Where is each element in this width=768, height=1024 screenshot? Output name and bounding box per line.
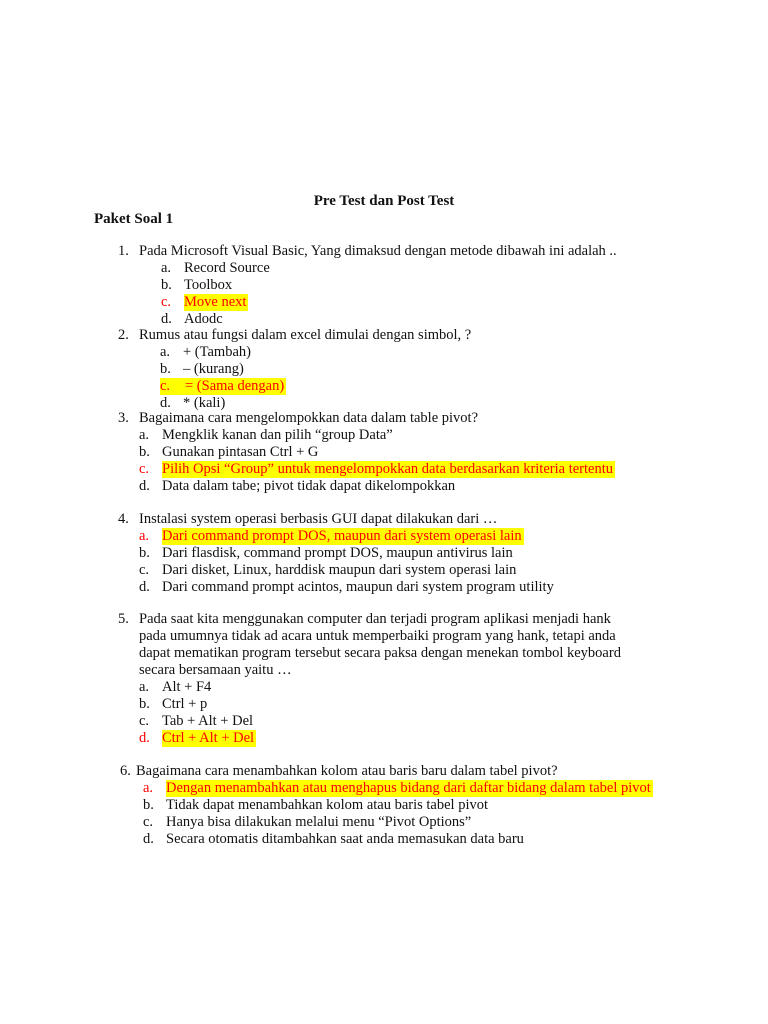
question-number: 3. [118, 410, 129, 426]
question-text-line: dapat mematikan program tersebut secara paksa dengan menekan tombol keyboard [139, 645, 621, 661]
question-number: 4. [118, 511, 129, 527]
question-4 [118, 511, 554, 596]
question-text-line: Pada saat kita menggunakan computer dan terjadi program aplikasi menjadi hank [139, 611, 611, 627]
package-label: Paket Soal 1 [94, 211, 174, 227]
option-d: d. Dari command prompt acintos, maupun dari system program utility [139, 579, 554, 595]
question-number: 5. [118, 611, 129, 627]
option-b: b. Ctrl + p [139, 696, 208, 712]
question-text: Bagaimana cara menambahkan kolom atau baris baru dalam tabel pivot? [136, 763, 558, 779]
option-b: b. Toolbox [161, 277, 233, 293]
question-number: 1. [118, 243, 129, 259]
option-c-answer: c. = (Sama dengan) [160, 378, 285, 394]
option-c-answer: c. Move next [161, 294, 247, 310]
question-3 [118, 410, 615, 495]
option-d: d. Secara otomatis ditambahkan saat anda memasukan data baru [143, 831, 524, 847]
option-b: b. Tidak dapat menambahkan kolom atau baris tabel pivot [143, 797, 489, 813]
option-a: a. Mengklik kanan dan pilih “group Data” [139, 427, 393, 443]
question-text-line: pada umumnya tidak ad acara untuk memperbaiki program yang hank, tetapi anda [139, 628, 616, 644]
question-6 [120, 763, 653, 848]
page-title: Pre Test dan Post Test [313, 193, 455, 209]
option-d: d. * (kali) [160, 395, 226, 411]
option-a-answer: a. Dari command prompt DOS, maupun dari system operasi lain [139, 528, 522, 544]
question-1 [118, 243, 617, 328]
question-text-line: secara bersamaan yaitu … [139, 662, 292, 678]
question-text: Pada Microsoft Visual Basic, Yang dimaksud dengan metode dibawah ini adalah .. [139, 243, 617, 259]
question-number: 6. [120, 763, 131, 779]
option-a: a. Alt + F4 [139, 679, 212, 695]
option-d: d. Data dalam tabe; pivot tidak dapat dikelompokkan [139, 478, 456, 494]
option-c-answer: c. Pilih Opsi “Group” untuk mengelompokkan data berdasarkan kriteria tertentu [139, 461, 613, 477]
option-a: a. + (Tambah) [160, 344, 251, 360]
option-c: c. Hanya bisa dilakukan melalui menu “Pivot Options” [143, 814, 472, 830]
question-number: 2. [118, 327, 129, 343]
question-text: Instalasi system operasi berbasis GUI dapat dilakukan dari … [139, 511, 498, 527]
question-2 [118, 327, 471, 412]
option-b: b. Gunakan pintasan Ctrl + G [139, 444, 319, 460]
option-a-answer: a. Dengan menambahkan atau menghapus bidang dari daftar bidang dalam tabel pivot [143, 780, 653, 797]
option-d-answer: d. Ctrl + Alt + Del [139, 730, 255, 746]
option-d: d. Adodc [161, 311, 223, 327]
question-text: Bagaimana cara mengelompokkan data dalam table pivot? [139, 410, 479, 426]
option-a: a. Record Source [161, 260, 270, 276]
option-b: b. Dari flasdisk, command prompt DOS, maupun antivirus lain [139, 545, 513, 561]
option-c: c. Dari disket, Linux, harddisk maupun dari system operasi lain [139, 562, 517, 578]
option-c: c. Tab + Alt + Del [139, 713, 254, 729]
question-text: Rumus atau fungsi dalam excel dimulai dengan simbol, ? [139, 327, 472, 343]
question-5 [118, 611, 621, 747]
option-b: b. – (kurang) [160, 361, 244, 377]
